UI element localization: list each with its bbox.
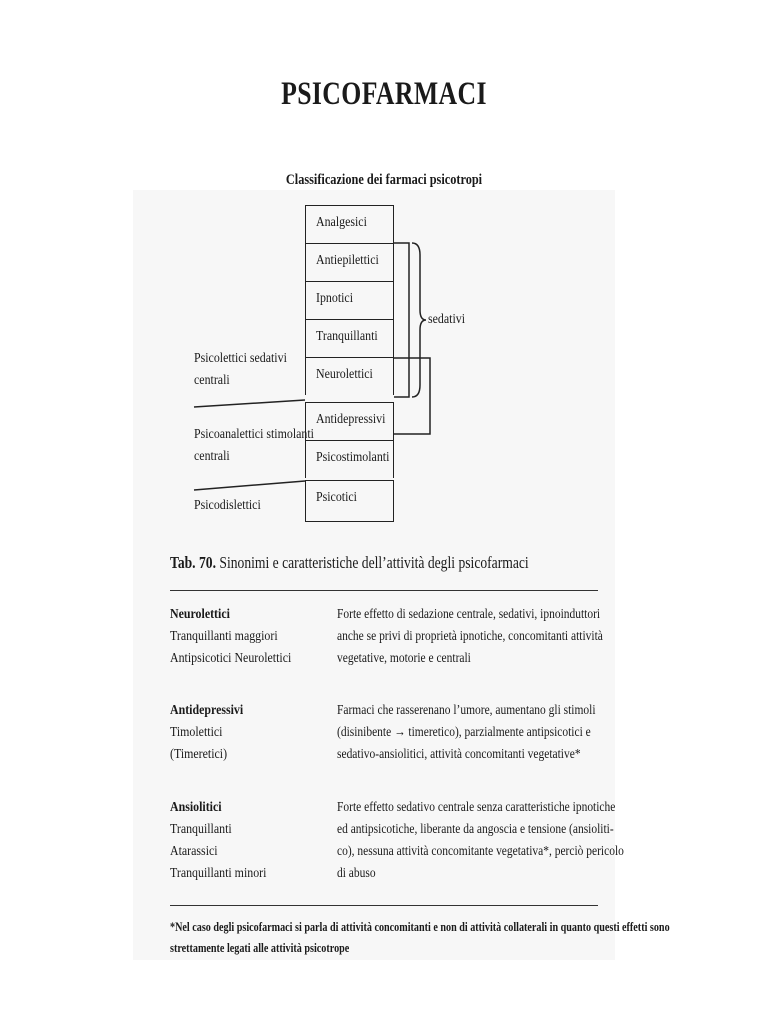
description-line: Forte effetto sedativo centrale senza caratteristiche ipnotiche [337, 800, 616, 815]
section-description-antidepressivi [337, 700, 596, 766]
description-line: vegetative, motorie e centrali [337, 651, 471, 666]
description-line: Farmaci che rasserenano l’umore, aumentano gli stimoli [337, 703, 596, 718]
section-heading: Neurolettici [170, 607, 230, 622]
sedativi-brace [412, 243, 426, 397]
synonym: Tranquillanti minori [170, 866, 267, 881]
diagram-title: Classificazione dei farmaci psicotropi [285, 172, 483, 188]
section-heading: Antidepressivi [170, 703, 244, 718]
group-label-stimolanti-centrali [194, 424, 314, 468]
box-label: Tranquillanti [316, 329, 378, 344]
description-line: co), nessuna attività concomitante vegetativa*, perciò pericolo [337, 844, 624, 859]
outer-bracket [394, 358, 430, 434]
group-label-line: centrali [194, 373, 230, 388]
group-label-line: Psicoanalettici stimolanti [194, 427, 314, 442]
table-caption: Sinonimi e caratteristiche dell’attività degli psicofarmaci [215, 553, 529, 572]
synonym: Timolettici [170, 725, 223, 740]
separator-line-2 [194, 481, 305, 490]
synonym: Tranquillanti maggiori [170, 629, 278, 644]
box-label: Antiepilettici [316, 253, 379, 268]
group-label-line: Psicodislettici [194, 498, 261, 513]
synonym: Tranquillanti [170, 822, 232, 837]
group-label-psicodislettici [194, 495, 261, 517]
group-label-line: centrali [194, 449, 230, 464]
description-line: anche se privi di proprietà ipnotiche, concomitanti attività [337, 629, 603, 644]
section-heading: Ansiolitici [170, 800, 222, 815]
section-terms-neurolettici [170, 604, 291, 670]
description-line: Forte effetto di sedazione centrale, sedativi, ipnoinduttori [337, 607, 601, 622]
footnote-line: strettamente legati alle attività psicotrope [170, 940, 350, 955]
group-label-sedativi-centrali [194, 348, 287, 392]
box-label: Ipnotici [316, 291, 354, 306]
box-label: Psicotici [316, 490, 357, 505]
synonym: (Timeretici) [170, 747, 228, 762]
box-label: Neurolettici [316, 367, 373, 382]
separator-line-1 [194, 400, 305, 407]
section-description-neurolettici [337, 604, 603, 670]
description-line: sedativo-ansiolitici, attività concomitanti vegetative* [337, 747, 581, 762]
group-label-line: Psicolettici sedativi [194, 351, 287, 366]
table-top-rule [170, 590, 598, 591]
table-bottom-rule [170, 905, 598, 906]
synonym: Atarassici [170, 844, 218, 859]
footnote-line: *Nel caso degli psicofarmaci si parla di attività concomitanti e non di attività collaterali in quanto questi effetti sono [170, 919, 670, 934]
box-label: Analgesici [316, 215, 367, 230]
synonym: Antipsicotici Neurolettici [170, 651, 292, 666]
description-line: di abuso [337, 866, 376, 881]
table-title [170, 553, 529, 573]
table-number: Tab. 70. [170, 553, 216, 572]
box-label: Antidepressivi [316, 412, 386, 427]
box-label: Psicostimolanti [316, 450, 390, 465]
section-terms-antidepressivi [170, 700, 243, 766]
section-terms-ansiolitici [170, 797, 266, 885]
sedativi-label: sedativi [428, 312, 466, 327]
footnote [170, 916, 670, 958]
inner-bracket [394, 243, 409, 397]
description-line: (disinibente → timeretico), parzialmente antipsicotici e [337, 725, 591, 740]
section-description-ansiolitici [337, 797, 624, 885]
page-title: PSICOFARMACI [281, 76, 487, 112]
description-line: ed antipsicotiche, liberante da angoscia e tensione (ansioliti- [337, 822, 614, 837]
